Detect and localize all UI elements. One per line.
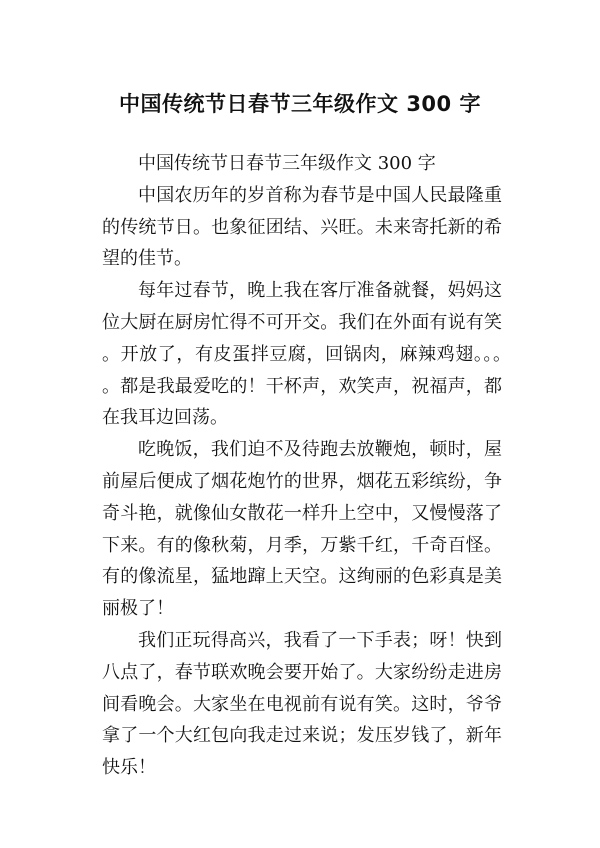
paragraph-fireworks: 吃晚饭，我们迫不及待跑去放鞭炮，顿时，屋前屋后便成了烟花炮竹的世界，烟花五彩缤纷，争奇斗艳，就像仙女散花一样升上空中，又慢慢落了下来。有的像秋菊，月季，万紫千红，千奇百怪。有的像流星，猛地蹿上天空。这绚丽的色彩真是美丽极了！ — [102, 439, 502, 620]
paragraph-dinner: 每年过春节，晚上我在客厅准备就餐，妈妈这位大厨在厨房忙得不可开交。我们在外面有说有笑。开放了，有皮蛋拌豆腐，回锅肉，麻辣鸡翅。。。。都是我最爱吃的！干杯声，欢笑声，祝福声，都在我耳边回荡。 — [102, 280, 502, 429]
paragraph-subtitle: 中国传统节日春节三年级作文 300 字 — [138, 153, 436, 174]
document-body — [102, 148, 502, 784]
paragraph-intro: 中国农历年的岁首称为春节是中国人民最隆重的传统节日。也象征团结、兴旺。未来寄托新的希望的佳节。 — [102, 184, 502, 270]
document-title: 中国传统节日春节三年级作文 300 字 — [119, 92, 481, 117]
paragraph-gala: 我们正玩得高兴，我看了一下手表；呀！快到八点了，春节联欢晚会要开始了。大家纷纷走进房间看晚会。大家坐在电视前有说有笑。这时，爷爷拿了一个大红包向我走过来说；发压岁钱了，新年快乐！ — [102, 629, 502, 779]
